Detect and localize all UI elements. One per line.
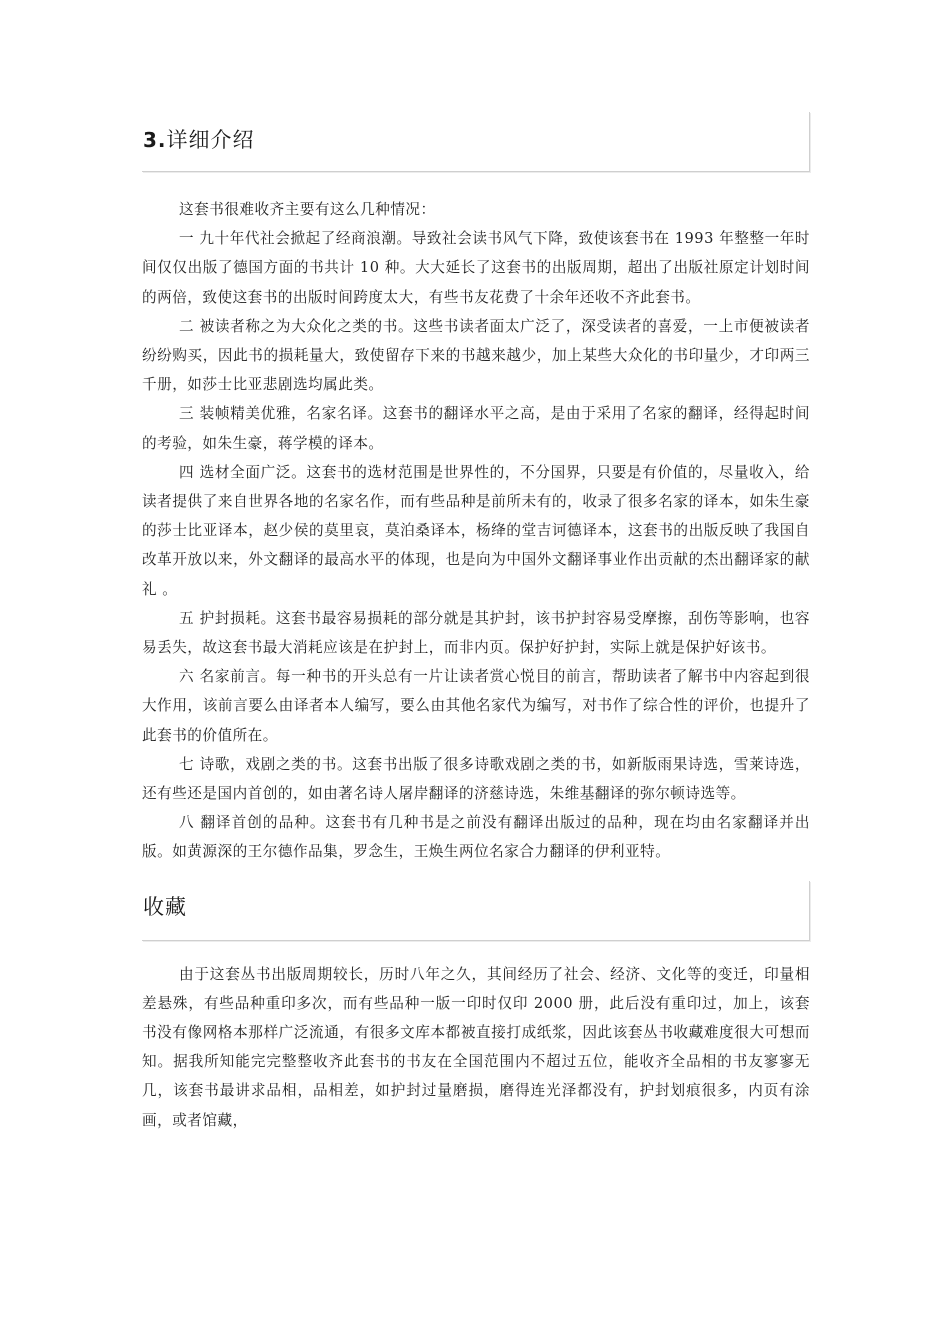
section-number: 3. bbox=[143, 128, 167, 152]
paragraph: 三 装帧精美优雅，名家名译。这套书的翻译水平之高，是由于采用了名家的翻译，经得起时间的考验，如朱生豪，蒋学模的译本。 bbox=[142, 405, 810, 452]
paragraph: 四 选材全面广泛。这套书的选材范围是世界性的，不分国界，只要是有价值的，尽量收入，给读者提供了来自世界各地的名家名作，而有些品种是前所未有的，收录了很多名家的译本，如朱生豪的莎士比亚译本，赵少侯的莫里哀，莫泊桑译本，杨绛的堂吉诃德译本，这套书的出版反映了我国自改革开放以来，外文翻译的最高水平的体现，也是向为中国外文翻译事业作出贡献的杰出翻译家的献礼 。 bbox=[142, 463, 810, 598]
section-title bbox=[143, 124, 255, 154]
paragraph: 五 护封损耗。这套书最容易损耗的部分就是其护封，该书护封容易受摩擦，刮伤等影响，也容易丢失，故这套书最大消耗应该是在护封上，而非内页。保护好护封，实际上就是保护好该书。 bbox=[142, 609, 810, 657]
paragraph: 二 被读者称之为大众化之类的书。这些书读者面太广泛了，深受读者的喜爱，一上市便被读者纷纷购买，因此书的损耗量大，致使留存下来的书越来越少，加上某些大众化的书印量少，才印两三千册，如莎士比亚悲剧选均属此类。 bbox=[142, 317, 810, 394]
section-heading-collection bbox=[142, 881, 810, 941]
paragraph: 一 九十年代社会掀起了经商浪潮。导致社会读书风气下降，致使该套书在 1993 年整整一年时间仅仅出版了德国方面的书共计 10 种。大大延长了这套书的出版周期，超出了出版社原定计划时间的两倍，致使这套书的出版时间跨度太大，有些书友花费了十余年还收不齐此套书。 bbox=[142, 230, 810, 306]
document-page bbox=[142, 112, 810, 1135]
section-heading-detail bbox=[142, 112, 810, 172]
section-title-text: 详细介绍 bbox=[166, 128, 255, 152]
paragraph: 六 名家前言。每一种书的开头总有一片让读者赏心悦目的前言，帮助读者了解书中内容起到很大作用，该前言要么由译者本人编写，要么由其他名家代为编写，对书作了综合性的评价，也提升了此套书的价值所在。 bbox=[142, 668, 810, 744]
paragraph: 由于这套丛书出版周期较长，历时八年之久，其间经历了社会、经济、文化等的变迁，印量相差悬殊，有些品种重印多次，而有些品种一版一印时仅印 2000 册，此后没有重印过，加上，该套书没有像网格本那样广泛流通，有很多文库本都被直接打成纸浆，因此该套丛书收藏难度很大可想而知。据我所知能完完整整收齐此套书的书友在全国范围内不超过五位，能收齐全品相的书友寥寥无几，该套书最讲求品相，品相差，如护封过量磨损，磨得连光泽都没有，护封划痕很多，内页有涂画，或者馆藏， bbox=[142, 965, 810, 1129]
section-body-detail bbox=[142, 195, 810, 867]
paragraph: 七 诗歌，戏剧之类的书。这套书出版了很多诗歌戏剧之类的书，如新版雨果诗选，雪莱诗选，还有些还是国内首创的，如由著名诗人屠岸翻译的济慈诗选，朱维基翻译的弥尔顿诗选等。 bbox=[142, 755, 810, 803]
paragraph: 这套书很难收齐主要有这么几种情况： bbox=[179, 201, 436, 218]
section-title-text: 收藏 bbox=[143, 894, 187, 919]
section-body-collection bbox=[142, 960, 810, 1135]
paragraph: 八 翻译首创的品种。这套书有几种书是之前没有翻译出版过的品种，现在均由名家翻译并出版。如黄源深的王尔德作品集，罗念生，王焕生两位名家合力翻译的伊利亚特。 bbox=[142, 814, 810, 861]
